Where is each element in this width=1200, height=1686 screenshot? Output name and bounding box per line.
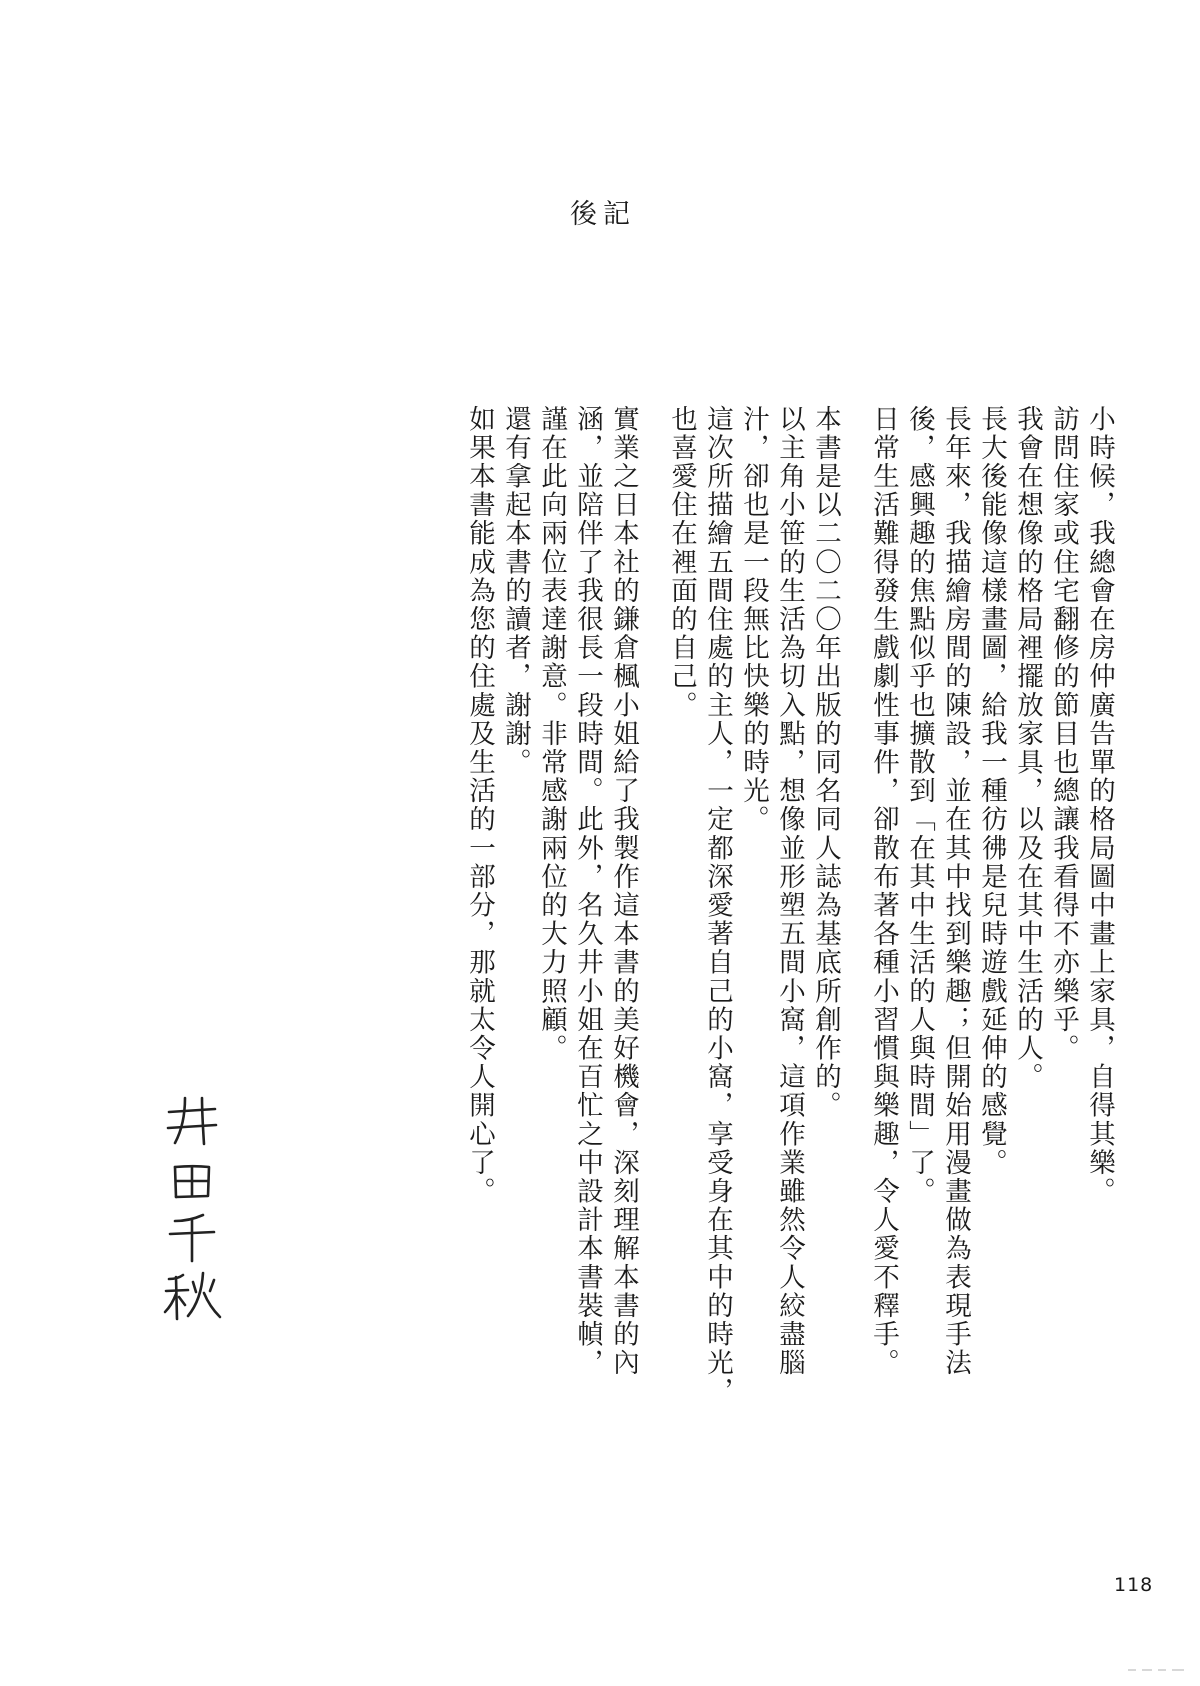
text-column: 謹在此向兩位表達謝意。非常感謝兩位的大力照顧。 xyxy=(536,405,567,1063)
text-column: 日常生活難得發生戲劇性事件，卻散布著各種小習慣與樂趣，令人愛不釋手。 xyxy=(868,405,899,1378)
text-column: 本書是以二〇二〇年出版的同名同人誌為基底所創作的。 xyxy=(810,405,841,1120)
text-column: 汁，卻也是一段無比快樂的時光。 xyxy=(738,405,769,834)
author-signature xyxy=(163,1095,223,1325)
text-column: 訪問住家或住宅翻修的節目也總讓我看得不亦樂乎。 xyxy=(1048,405,1079,1063)
text-column: 也喜愛住在裡面的自己。 xyxy=(666,405,697,720)
text-column: 小時候，我總會在房仲廣告單的格局圖中畫上家具，自得其樂。 xyxy=(1084,405,1115,1206)
text-column: 還有拿起本書的讀者，謝謝。 xyxy=(500,405,531,777)
afterword-title: 後記 xyxy=(570,199,636,230)
text-column: 長大後能像這樣畫圖，給我一種彷彿是兒時遊戲延伸的感覺。 xyxy=(976,405,1007,1178)
page-number: 118 xyxy=(1114,1574,1154,1596)
text-column: 我會在想像的格局裡擺放家具，以及在其中生活的人。 xyxy=(1012,405,1043,1092)
text-column: 這次所描繪五間住處的主人，一定都深愛著自己的小窩，享受身在其中的時光， xyxy=(702,405,733,1406)
text-column: 如果本書能成為您的住處及生活的一部分，那就太令人開心了。 xyxy=(464,405,495,1206)
text-column: 涵，並陪伴了我很長一段時間。此外，名久井小姐在百忙之中設計本書裝幀， xyxy=(572,405,603,1378)
scan-artifact-mark xyxy=(1128,1668,1188,1672)
text-column: 長年來，我描繪房間的陳設，並在其中找到樂趣；但開始用漫畫做為表現手法 xyxy=(940,405,971,1378)
text-column: 以主角小笹的生活為切入點，想像並形塑五間小窩，這項作業雖然令人絞盡腦 xyxy=(774,405,805,1378)
text-column: 實業之日本社的鎌倉楓小姐給了我製作這本書的美好機會，深刻理解本書的內 xyxy=(608,405,639,1378)
text-column: 後，感興趣的焦點似乎也擴散到「在其中生活的人與時間」了。 xyxy=(904,405,935,1206)
